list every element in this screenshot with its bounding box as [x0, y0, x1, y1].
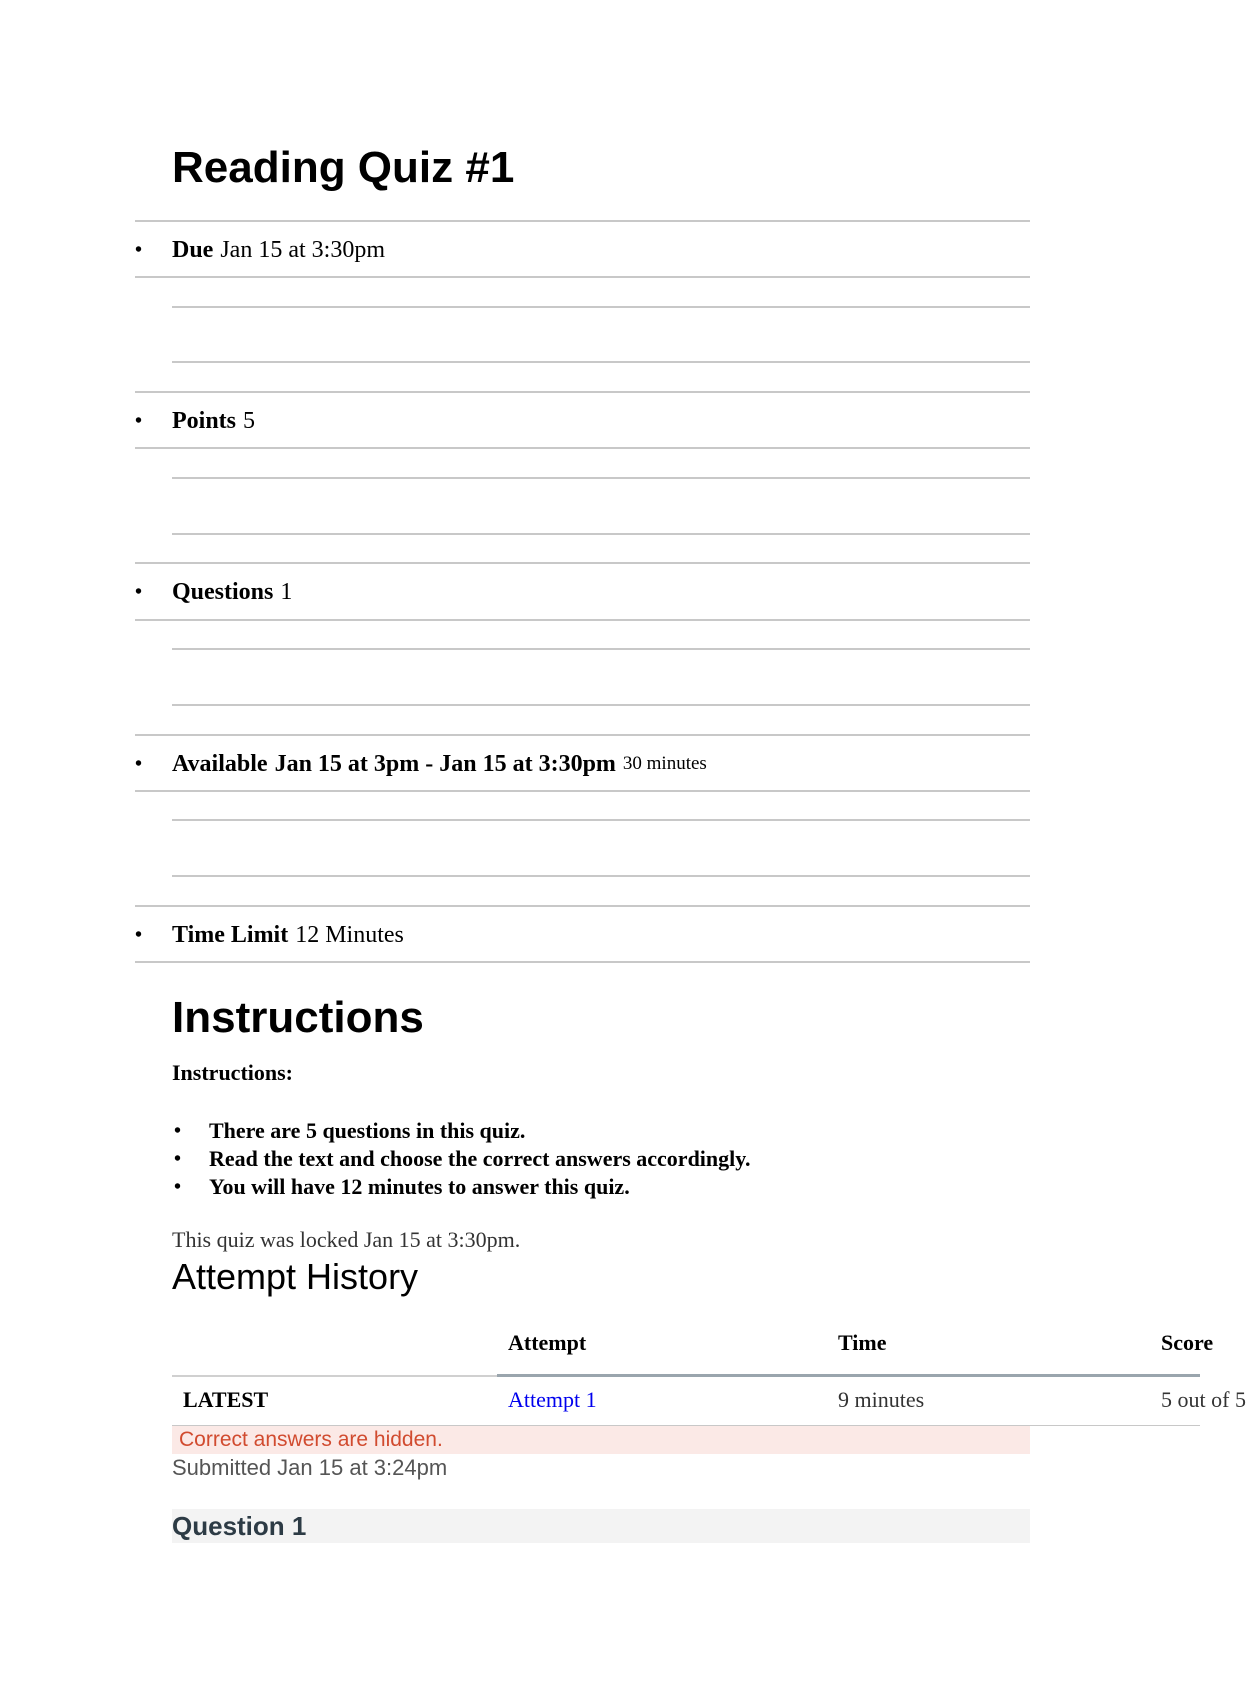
detail-value: 1	[280, 578, 293, 605]
detail-label: Points	[172, 407, 237, 434]
instructions-heading: Instructions	[172, 993, 424, 1042]
bullet: •	[135, 580, 143, 603]
divider	[135, 790, 1030, 792]
bullet: •	[135, 923, 143, 946]
locked-notice: This quiz was locked Jan 15 at 3:30pm.	[172, 1227, 521, 1252]
list-item: • Read the text and choose the correct answers accordingly.	[172, 1145, 751, 1173]
divider	[172, 704, 1030, 706]
detail-time-limit	[135, 907, 1030, 963]
bullet: •	[135, 752, 143, 775]
divider	[172, 306, 1030, 308]
detail-label: Available	[172, 750, 268, 777]
attempt-link[interactable]: Attempt 1	[508, 1387, 597, 1412]
submitted-time: Submitted Jan 15 at 3:24pm	[172, 1455, 448, 1480]
question-heading: Question 1	[172, 1509, 1030, 1543]
detail-label: Questions	[172, 578, 274, 605]
instructions-list	[172, 1117, 751, 1201]
divider	[172, 648, 1030, 650]
detail-extra: 30 minutes	[622, 753, 707, 774]
divider	[135, 447, 1030, 449]
column-header-attempt: Attempt	[508, 1330, 587, 1355]
page-title: Reading Quiz #1	[172, 143, 515, 192]
divider	[172, 477, 1030, 479]
divider	[172, 533, 1030, 535]
row-label-latest: LATEST	[183, 1387, 269, 1412]
column-header-time: Time	[838, 1330, 887, 1355]
detail-points	[135, 393, 1030, 449]
divider	[135, 276, 1030, 278]
detail-due	[135, 222, 1030, 278]
divider	[172, 361, 1030, 363]
divider	[135, 619, 1030, 621]
attempt-time: 9 minutes	[838, 1387, 925, 1412]
detail-questions	[135, 564, 1030, 620]
detail-value: Jan 15 at 3:30pm	[220, 236, 385, 263]
list-item: • You will have 12 minutes to answer this quiz.	[172, 1173, 751, 1201]
bullet: •	[135, 409, 143, 432]
divider	[172, 875, 1030, 877]
bullet: •	[135, 238, 143, 261]
correct-answers-hidden-notice: Correct answers are hidden.	[172, 1426, 1030, 1454]
list-item: • There are 5 questions in this quiz.	[172, 1117, 751, 1145]
instructions-label: Instructions:	[172, 1060, 294, 1085]
table-header-rule	[172, 1375, 497, 1377]
divider	[172, 819, 1030, 821]
attempt-score: 5 out of 5	[1161, 1387, 1246, 1412]
divider	[135, 961, 1030, 963]
attempt-history-title: Attempt History	[172, 1256, 419, 1297]
detail-available	[135, 736, 1030, 792]
column-header-score: Score	[1161, 1330, 1214, 1355]
detail-label: Time Limit	[172, 921, 289, 948]
detail-value: 5	[243, 407, 256, 434]
detail-value: Jan 15 at 3pm - Jan 15 at 3:30pm	[274, 750, 616, 777]
detail-label: Due	[172, 236, 214, 263]
table-header-rule	[497, 1374, 1200, 1377]
detail-value: 12 Minutes	[295, 921, 404, 948]
